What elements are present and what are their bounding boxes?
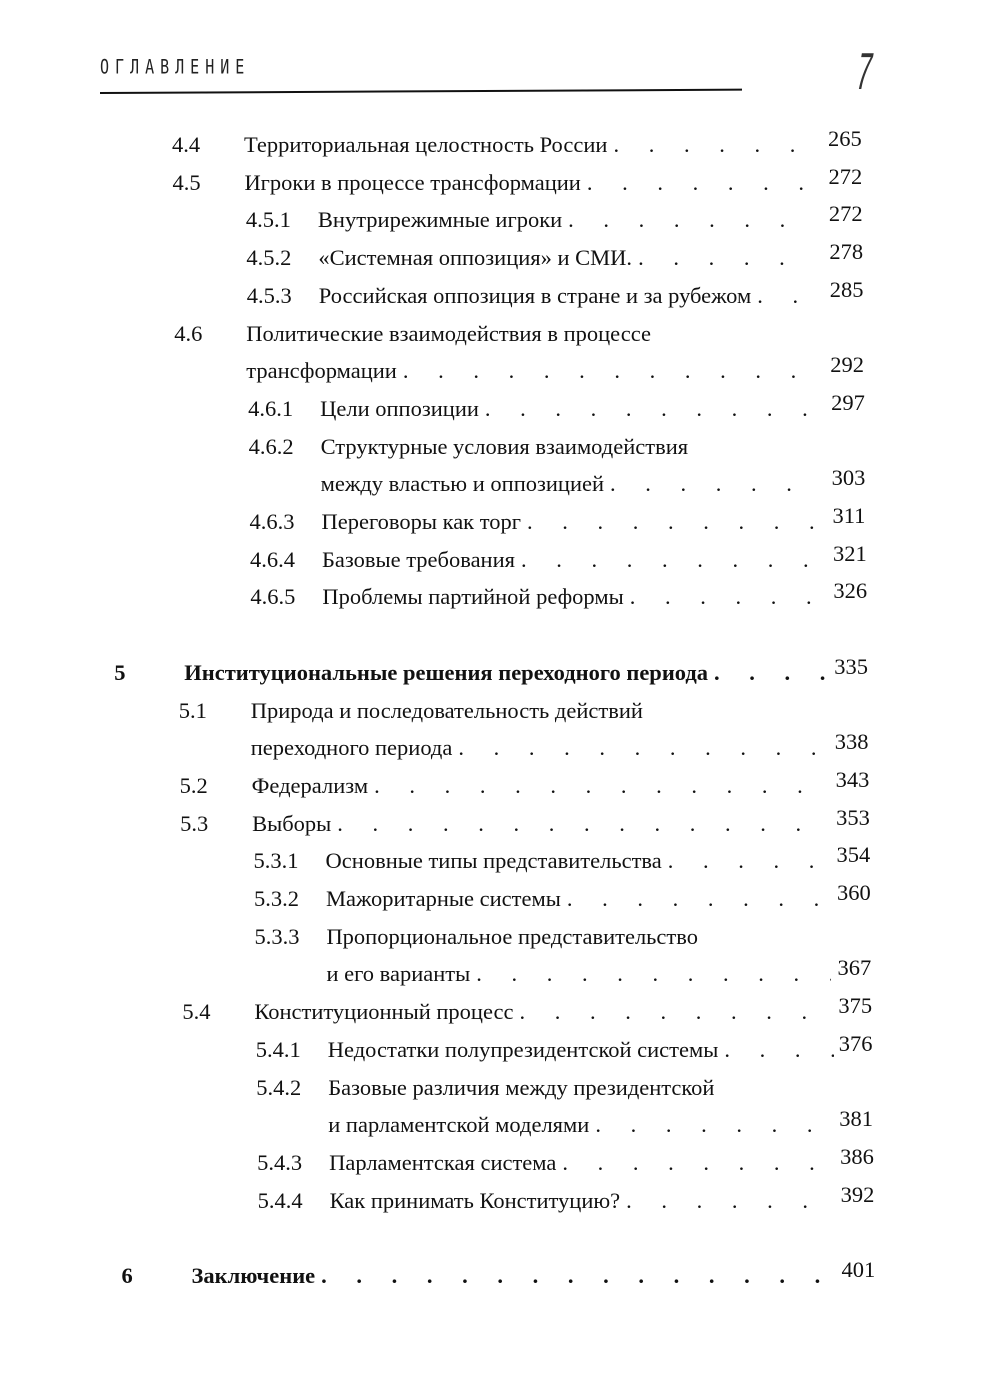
- dot-leader: [374, 773, 827, 799]
- toc-entry-title: Парламентская система: [329, 1149, 557, 1175]
- toc-entry-number: 5.4.1: [255, 1036, 301, 1062]
- toc-entry-title: Внутрирежимные игроки: [317, 207, 563, 233]
- toc-entry-number: 4.6.3: [249, 509, 295, 534]
- toc-entry: [0, 653, 1000, 690]
- toc-entry: [0, 126, 1000, 162]
- toc-entry-number: 4.5.1: [245, 207, 291, 233]
- toc-entry-title: между властью и оппозицией: [320, 471, 605, 497]
- toc-entry-page: 386: [840, 1143, 874, 1169]
- toc-entry-title: Игроки в процессе трансформации: [244, 169, 581, 195]
- toc-entry: [0, 578, 1000, 614]
- toc-entry-page: 321: [832, 540, 867, 566]
- dot-leader: [638, 245, 815, 271]
- toc-entry-page: 401: [841, 1257, 876, 1282]
- toc-entry-title: и его варианты: [326, 961, 471, 987]
- toc-entry-number: 4.6.2: [248, 433, 294, 459]
- toc-entry-title: и парламентской моделями: [328, 1112, 590, 1138]
- toc-entry-title: Политические взаимодействия в процессе: [246, 320, 651, 346]
- dot-leader: [595, 1112, 834, 1138]
- header-rule: [100, 89, 742, 94]
- toc-entry: [0, 163, 1000, 200]
- dot-leader: [587, 170, 813, 196]
- dot-leader: [458, 735, 825, 761]
- toc-entry: [0, 276, 1000, 313]
- toc-entry-title: Федерализм: [251, 772, 369, 798]
- toc-entry-page: 343: [835, 766, 870, 792]
- toc-entry: [0, 924, 1000, 954]
- dot-leader: [626, 1188, 837, 1214]
- toc-entry-title: Мажоритарные системы: [326, 886, 561, 911]
- toc-entry-page: 360: [837, 880, 871, 905]
- toc-entry: [0, 729, 1000, 765]
- dot-leader: [724, 1037, 833, 1063]
- toc-entry-number: 5.3: [180, 810, 209, 836]
- toc-entry-title: Природа и последовательность действий: [250, 697, 643, 723]
- dot-leader: [668, 848, 829, 874]
- running-header: ОГЛАВЛЕНИЕ: [100, 55, 251, 79]
- toc-entry-page: 297: [831, 389, 865, 415]
- toc-entry-number: 6: [121, 1263, 133, 1288]
- dot-leader: [714, 660, 825, 686]
- dot-leader: [527, 509, 821, 535]
- toc-entry: [0, 465, 1000, 501]
- toc-entry: [0, 1181, 1000, 1218]
- toc-entry-title: переходного периода: [250, 735, 453, 761]
- toc-entry: [0, 993, 1000, 1029]
- toc-entry-title: Переговоры как торг: [321, 509, 522, 534]
- toc-entry-page: 272: [828, 163, 863, 189]
- toc-entry: [0, 1257, 1000, 1293]
- toc-entry-number: 5.4.2: [256, 1074, 302, 1100]
- toc-entry-title: «Системная оппозиция» и СМИ.: [318, 245, 633, 271]
- dot-leader: [562, 1150, 836, 1176]
- dot-leader: [485, 396, 818, 422]
- toc-entry: [0, 239, 1000, 275]
- toc-entry-title: Цели оппозиции: [320, 395, 479, 421]
- toc-entry: [0, 1143, 1000, 1180]
- toc-entry: [0, 880, 1000, 916]
- toc-entry-page: 265: [828, 126, 862, 151]
- toc-entry-number: 5.4.4: [257, 1187, 303, 1213]
- page-number: 7: [852, 43, 877, 101]
- dot-leader: [519, 999, 832, 1025]
- toc-entry-title: Как принимать Конституцию?: [329, 1187, 621, 1213]
- dot-leader: [757, 283, 815, 309]
- toc-entry-number: 4.6.1: [248, 395, 294, 421]
- toc-entry-number: 4.5: [172, 169, 201, 195]
- toc-entry-title: Основные типы представительства: [325, 848, 662, 874]
- toc-entry-number: 5.2: [179, 772, 208, 798]
- toc-entry-title: Проблемы партийной реформы: [322, 584, 624, 610]
- toc-entry: [0, 434, 1000, 464]
- toc-entry: [0, 503, 1000, 539]
- toc-entry-page: 353: [836, 804, 870, 830]
- dot-leader: [568, 207, 814, 233]
- toc-entry-title: Структурные условия взаимодействия: [320, 433, 689, 459]
- toc-entry: [0, 698, 1000, 728]
- dot-leader: [403, 358, 817, 384]
- toc-entry-number: 5.3.2: [254, 886, 299, 911]
- toc-entry-number: 5.4.3: [257, 1149, 303, 1175]
- toc-entry-page: 278: [829, 239, 864, 265]
- toc-entry-title: Базовые различия между президентской: [328, 1074, 715, 1100]
- toc-entry-number: 4.5.3: [246, 282, 292, 308]
- toc-entry-page: 272: [828, 201, 863, 227]
- toc-entry: [0, 1075, 1000, 1105]
- toc-entry-number: 5.1: [178, 697, 207, 723]
- dot-leader: [521, 547, 822, 573]
- toc-entry-page: 381: [839, 1106, 873, 1132]
- toc-entry-title: трансформации: [246, 358, 397, 384]
- dot-leader: [321, 1263, 839, 1289]
- toc-entry-page: 338: [834, 729, 869, 755]
- toc-entry-page: 285: [829, 276, 864, 302]
- toc-entry-title: Институциональные решения переходного периода: [184, 659, 709, 685]
- dot-leader: [476, 961, 831, 987]
- toc-entry-title: Российская оппозиция в стране и за рубежом: [318, 282, 752, 308]
- toc-entry-title: Территориальная целостность России: [244, 132, 608, 157]
- toc-entry-page: 326: [833, 578, 868, 604]
- toc-entry-title: Конституционный процесс: [254, 999, 514, 1025]
- toc-entry: [0, 540, 1000, 577]
- toc-entry-title: Недостатки полупрезидентской системы: [327, 1036, 719, 1062]
- toc-entry: [0, 955, 1000, 991]
- toc-entry-page: 375: [838, 993, 873, 1019]
- toc-entry-page: 335: [834, 653, 869, 679]
- toc-entry-number: 4.5.2: [246, 245, 292, 271]
- toc-entry-page: 376: [838, 1030, 873, 1056]
- toc-entry: [0, 804, 1000, 841]
- toc-entry: [0, 842, 1000, 878]
- dot-leader: [337, 811, 828, 837]
- dot-leader: [610, 471, 819, 497]
- dot-leader: [613, 132, 812, 158]
- toc-entry-number: 5.3.1: [253, 848, 299, 874]
- toc-entry: [0, 352, 1000, 388]
- dot-leader: [567, 886, 830, 912]
- toc-entry: [0, 201, 1000, 237]
- toc-entry: [0, 1030, 1000, 1067]
- toc-entry-number: 4.6.5: [250, 584, 296, 610]
- toc-entry-title: Пропорциональное представительство: [326, 923, 698, 949]
- toc-entry-number: 5.3.3: [254, 923, 300, 949]
- toc-entry-page: 311: [832, 503, 866, 528]
- toc-entry-title: Базовые требования: [321, 546, 515, 572]
- toc-entry-page: 292: [830, 352, 864, 378]
- toc-entry-number: 5: [114, 659, 126, 685]
- toc-entry-number: 4.6.4: [249, 546, 295, 572]
- toc-entry-page: 367: [837, 955, 872, 981]
- toc-entry-number: 4.4: [172, 132, 201, 157]
- toc-entry-title: Выборы: [252, 810, 332, 836]
- toc-entry: [0, 321, 1000, 351]
- toc-entry: [0, 1106, 1000, 1142]
- toc-entry-number: 5.4: [182, 999, 211, 1025]
- toc-entry-number: 4.6: [174, 320, 203, 346]
- toc-entry-title: Заключение: [191, 1263, 316, 1288]
- toc-entry-page: 303: [831, 465, 866, 491]
- toc-entry-page: 392: [840, 1181, 875, 1207]
- dot-leader: [630, 584, 823, 610]
- toc-entry: [0, 389, 1000, 426]
- toc-entry-page: 354: [836, 842, 871, 868]
- toc-entry: [0, 766, 1000, 803]
